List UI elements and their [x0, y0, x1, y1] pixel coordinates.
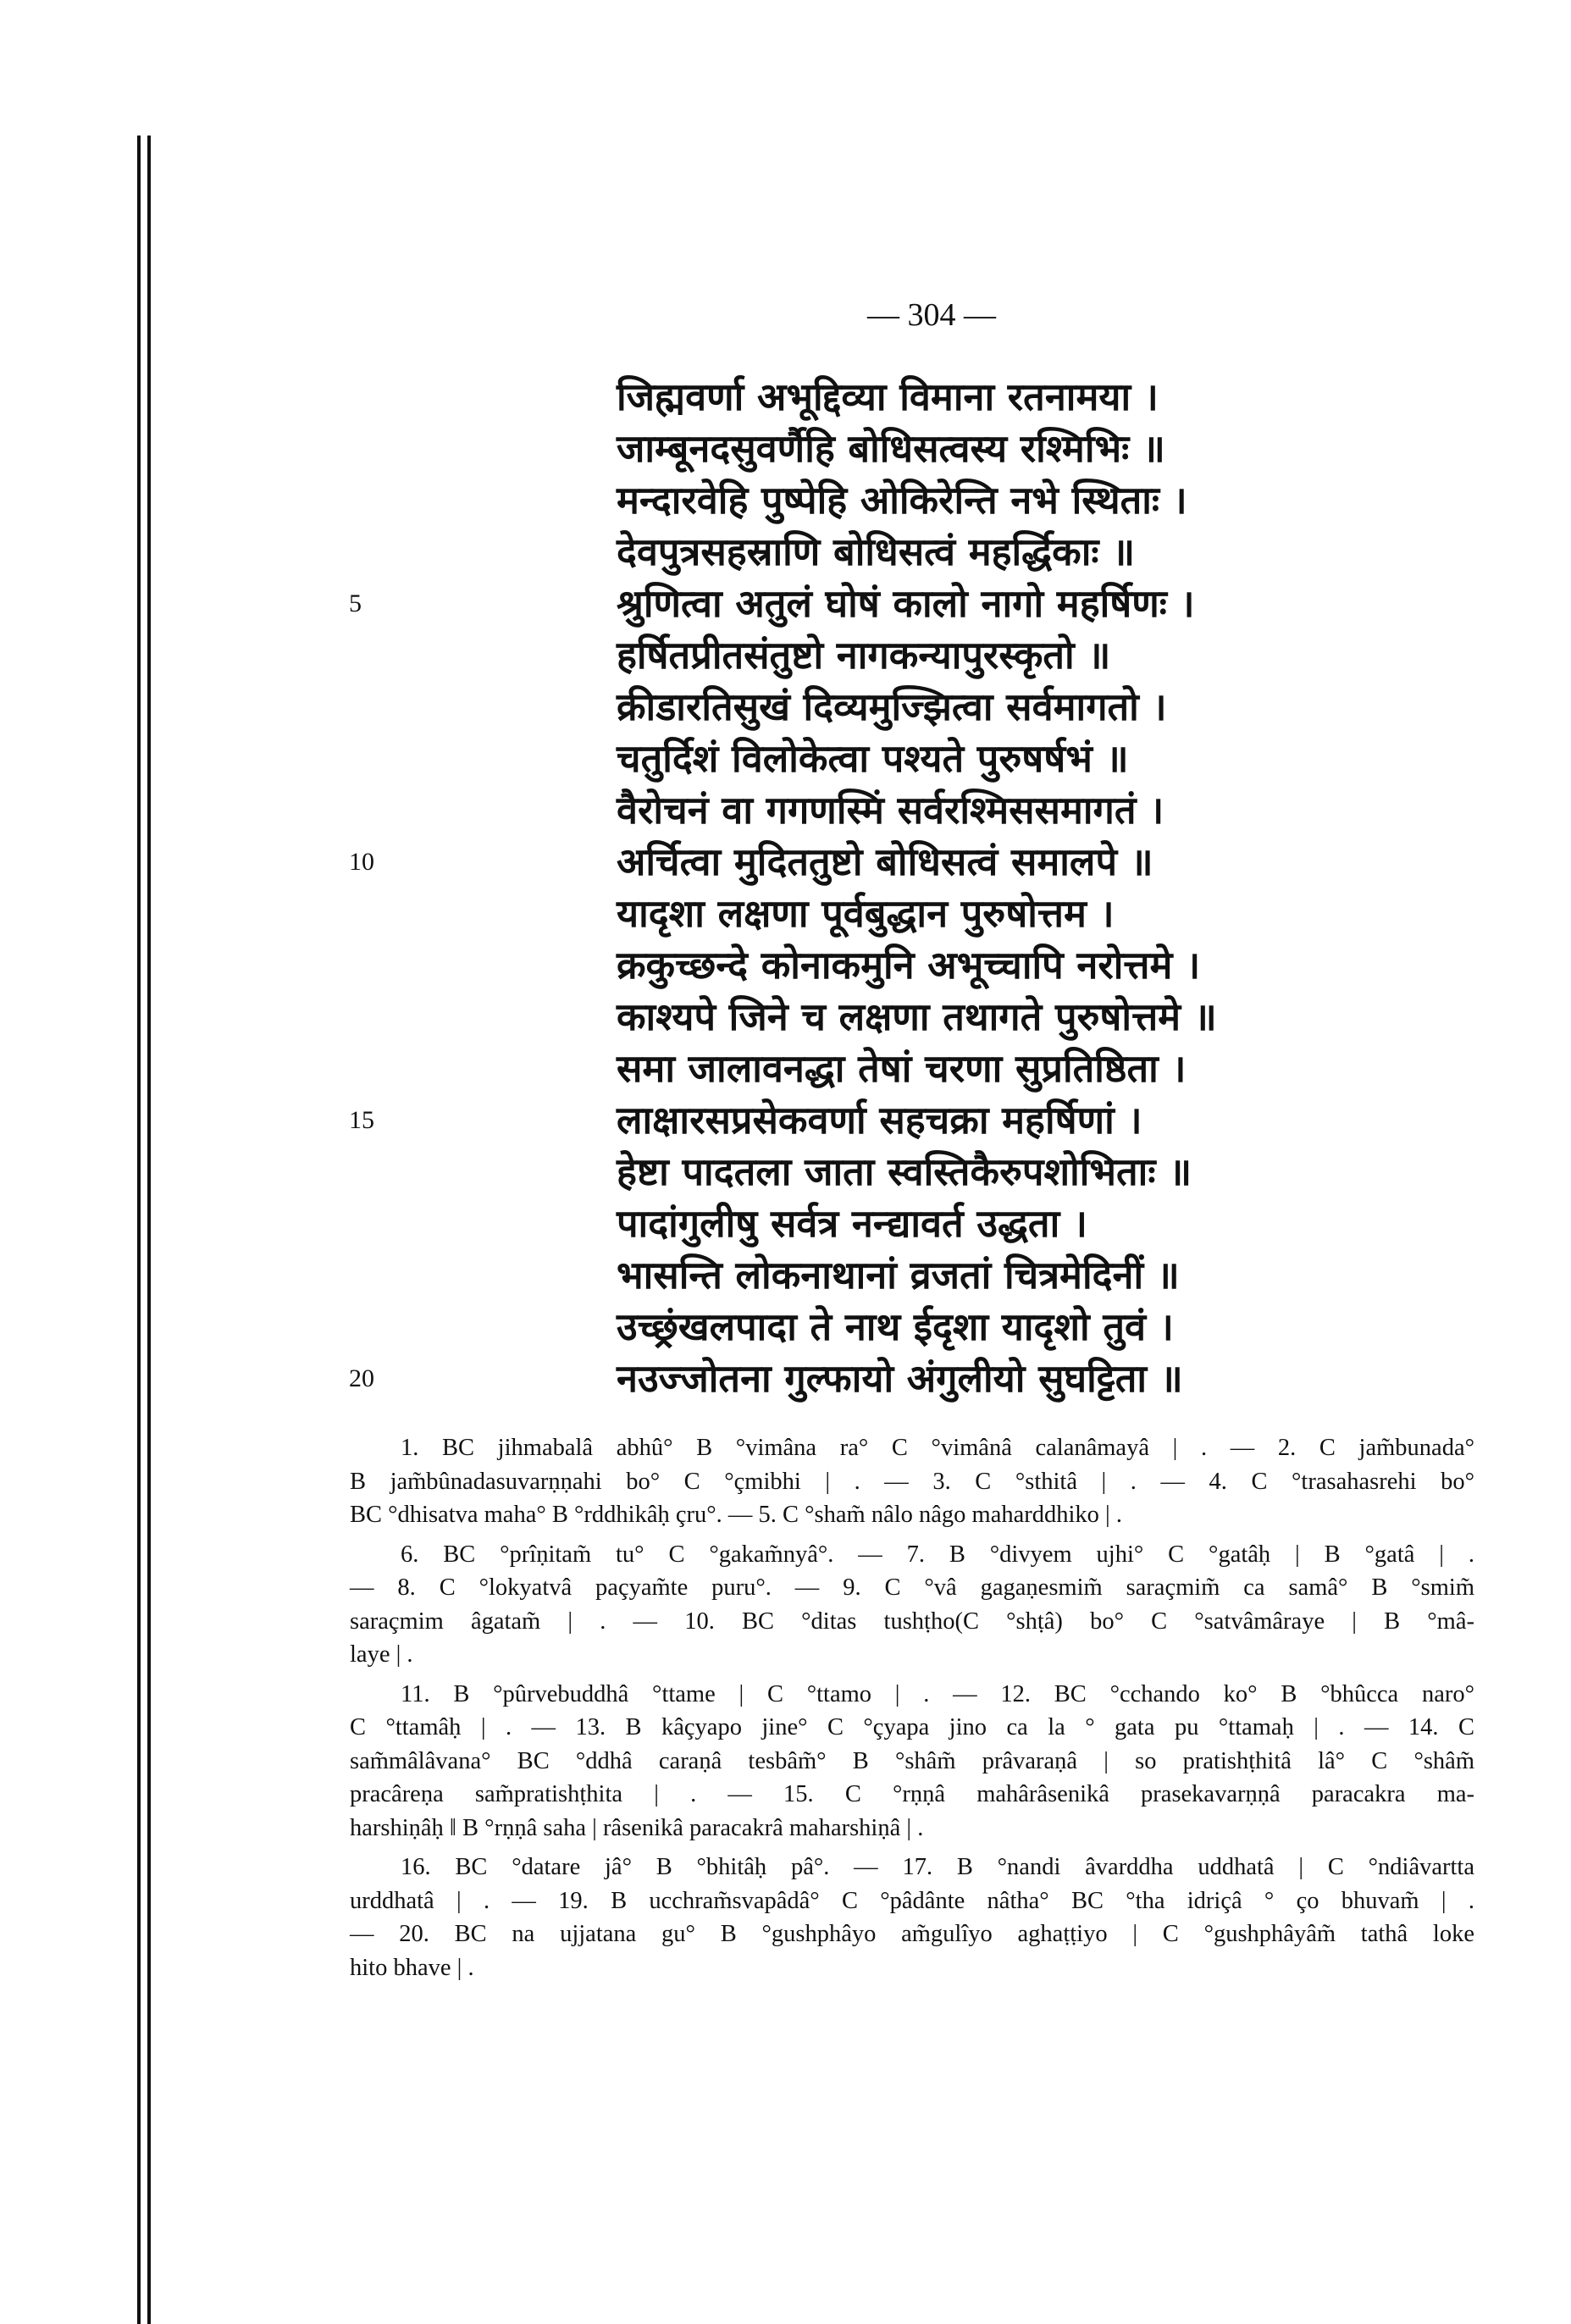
- verse-line: लाक्षारसप्रसेकवर्णा सहचक्रा महर्षिणां ।: [617, 1098, 1142, 1143]
- verse-line: जाम्बूनदसुवर्णैहि बोधिसत्वस्य रश्मिभिः ॥: [617, 426, 1165, 471]
- verse-line: उच्छ्रंखलपादा ते नाथ ईदृशा यादृशो तुवं ।: [617, 1304, 1174, 1349]
- footnote-line: sam̃mâlâvana° BC °ddhâ caraṇâ tesbâm̃° B °shâm̃ prâvaraṇâ | so pratishṭhitâ lâ° C °shâm̃: [350, 1747, 1474, 1774]
- verse-line: जिह्मवर्णा अभूद्दिव्या विमाना रतनामया ।: [617, 374, 1159, 419]
- line-number: 15: [349, 1106, 374, 1134]
- line-number: 10: [349, 848, 374, 876]
- footnote-paragraph: [350, 1851, 1474, 1984]
- footnote-line: pracâreṇa sam̃pratishṭhita | . — 15. C °rṇṇâ mahârâsenikâ prasekavarṇṇâ paracakra ma-: [350, 1781, 1474, 1807]
- verse-line: भासन्ति लोकनाथानां व्रजतां चित्रमेदिनीं ॥: [617, 1253, 1180, 1298]
- footnotes: [350, 1431, 1474, 1990]
- footnote-line: B jam̃bûnadasuvarṇṇahi bo° C °çmibhi | . — 3. C °sthitâ | . — 4. C °trasahasrehi bo°: [350, 1468, 1474, 1495]
- footnote-paragraph: [350, 1678, 1474, 1845]
- line-number: 5: [349, 589, 362, 617]
- verse-line: अर्चित्वा मुदिततुष्टो बोधिसत्वं समालपे ॥: [617, 839, 1153, 884]
- verse-line: देवपुत्रसहस्राणि बोधिसत्वं महर्द्धिकाः ॥: [617, 529, 1136, 574]
- binding-rule-left: [137, 136, 141, 2324]
- footnote-paragraph: [350, 1431, 1474, 1532]
- verse-line: क्रीडारतिसुखं दिव्यमुज्झित्वा सर्वमागतो ।: [617, 684, 1167, 729]
- footnote-line: hito bhave | .: [350, 1954, 474, 1981]
- verse-line: यादृशा लक्षणा पूर्वबुद्धान पुरुषोत्तम ।: [617, 891, 1115, 936]
- footnote-line: 16. BC °datare jâ° B °bhitâḥ pâ°. — 17. B °nandi âvarddha uddhatâ | C °ndiâvartta: [401, 1854, 1474, 1880]
- verse-line: वैरोचनं वा गगणस्मिं सर्वरश्मिससमागतं ।: [617, 788, 1164, 833]
- verse-line: चतुर्दिशं विलोकेत्वा पश्यते पुरुषर्षभं ॥: [617, 736, 1129, 781]
- footnote-line: 1. BC jihmabalâ abhû° B °vimâna ra° C °vimânâ calanâmayâ | . — 2. C jam̃bunada°: [401, 1435, 1474, 1461]
- verse-line: समा जालावनद्धा तेषां चरणा सुप्रतिष्ठिता ।: [617, 1046, 1187, 1091]
- footnote-line: 11. B °pûrvebuddhâ °ttame | C °ttamo | . — 12. BC °cchando ko° B °bhûcca naro°: [401, 1680, 1474, 1707]
- footnote-line: urddhatâ | . — 19. B ucchram̃svapâdâ° C °pâdânte nâtha° BC °tha idriçâ ° ço bhuvam̃ | .: [350, 1887, 1474, 1914]
- footnote-paragraph: [350, 1538, 1474, 1672]
- verse-line: नउज्जोतना गुल्फायो अंगुलीयो सुघट्टिता ॥: [617, 1356, 1183, 1401]
- page-number: — 304 —: [867, 297, 996, 333]
- footnote-line: saraçmim âgatam̃ | . — 10. BC °ditas tushṭho(C °shṭâ) bo° C °satvâmâraye | B °mâ-: [350, 1607, 1474, 1635]
- footnote-line: — 8. C °lokyatvâ paçyam̃te puru°. — 9. C °vâ gagaṇesmim̃ saraçmim̃ ca samâ° B °smim̃: [350, 1574, 1474, 1601]
- verse-line: काश्यपे जिने च लक्षणा तथागते पुरुषोत्तमे ॥: [617, 994, 1217, 1039]
- footnote-line: laye | .: [350, 1641, 413, 1668]
- footnote-line: BC °dhisatva maha° B °rddhikâḥ çru°. — 5. C °sham̃ nâlo nâgo maharddhiko | .: [350, 1502, 1122, 1528]
- footnote-line: harshiṇâḥ ‖ B °rṇṇâ saha | râsenikâ paracakrâ maharshiṇâ | .: [350, 1814, 924, 1841]
- sanskrit-verses: [617, 371, 1311, 1404]
- verse-line: श्रुणित्वा अतुलं घोषं कालो नागो महर्षिणः ।: [617, 581, 1195, 626]
- footnote-line: 6. BC °prîṇitam̃ tu° C °gakam̃nyâ°. — 7. B °divyem ujhi° C °gatâḥ | B °gatâ | .: [401, 1541, 1474, 1568]
- verse-line: हर्षितप्रीतसंतुष्टो नागकन्यापुरस्कृतो ॥: [617, 633, 1111, 678]
- line-number: 20: [349, 1364, 374, 1392]
- footnote-line: — 20. BC na ujjatana gu° B °gushphâyo am̃gulîyo aghaṭṭiyo | C °gushphâyâm̃ tathâ loke: [350, 1921, 1474, 1947]
- verse-line: मन्दारवेहि पुष्पेहि ओकिरेन्ति नभे स्थिताः ।: [617, 478, 1187, 523]
- verse-line: हेष्टा पादतला जाता स्वस्तिकैरुपशोभिताः ॥: [617, 1149, 1192, 1194]
- verse-line: पादांगुलीषु सर्वत्र नन्द्यावर्त उद्धता ।: [617, 1201, 1087, 1246]
- verse-line: क्रकुच्छन्दे कोनाकमुनि अभूच्चापि नरोत्तमे ।: [617, 943, 1201, 988]
- binding-rule-right: [147, 136, 151, 2324]
- footnote-line: C °ttamâḥ | . — 13. B kâçyapo jine° C °çyapa jino ca la ° gata pu °ttamaḥ | . — 14. C: [350, 1714, 1474, 1740]
